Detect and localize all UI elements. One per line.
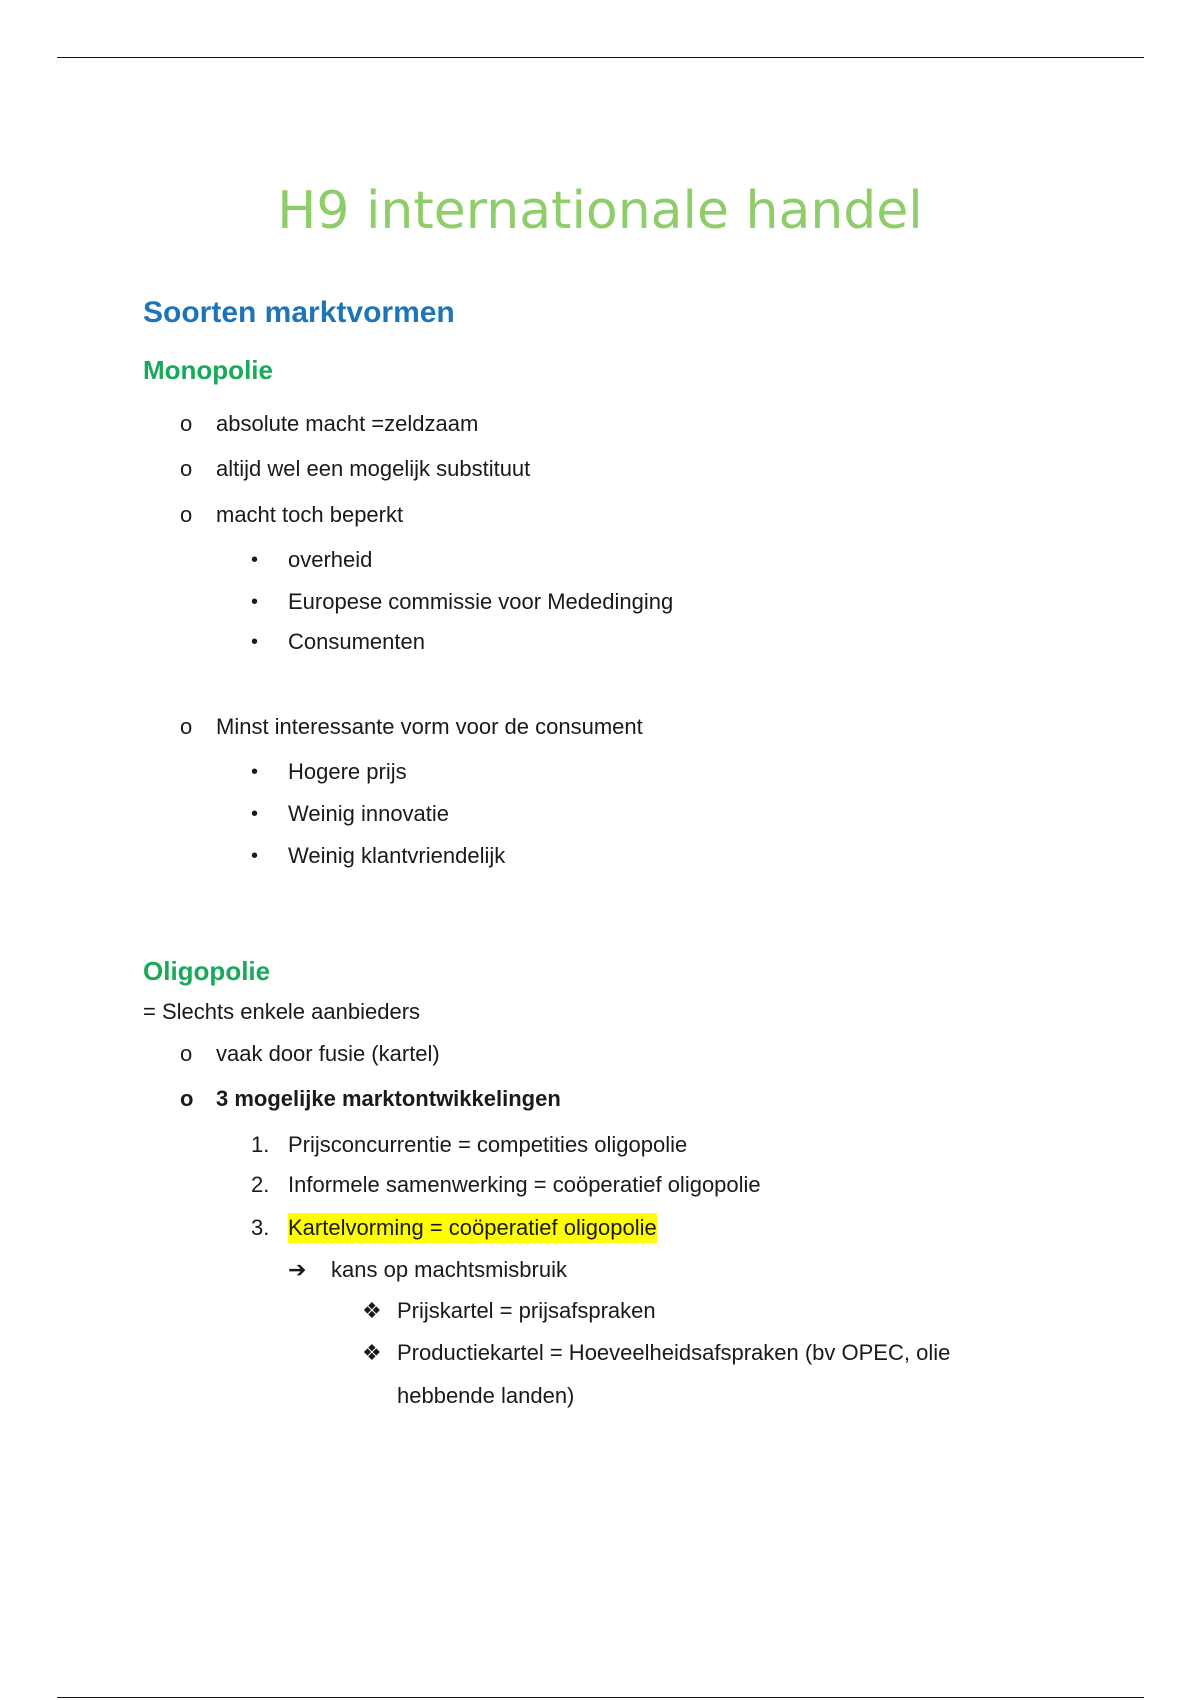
heading-monopolie: Monopolie [143,355,273,385]
circle-marker: o [180,714,193,739]
circle-marker: o [180,456,193,481]
list-item: Productiekartel = Hoeveelheidsafspraken (bv OPEC, olie [397,1340,951,1365]
list-item: absolute macht =zeldzaam [216,411,479,436]
list-item: Hogere prijs [288,759,407,784]
header-rule [57,57,1144,58]
circle-marker: o [180,1086,194,1111]
number-marker: 1. [251,1132,270,1157]
document-title: H9 internationale handel [277,181,923,241]
number-marker: 3. [251,1215,270,1240]
bullet-marker: • [251,761,259,783]
list-item: 3 mogelijke marktontwikkelingen [216,1086,561,1111]
arrow-icon: ➔ [288,1257,307,1282]
list-item: vaak door fusie (kartel) [216,1041,440,1066]
numbered-item-highlighted: Kartelvorming = coöperatief oligopolie [288,1213,657,1243]
list-item: Consumenten [288,629,425,654]
list-item-continuation: hebbende landen) [397,1383,575,1408]
list-item: macht toch beperkt [216,502,404,527]
heading-oligopolie: Oligopolie [143,956,271,986]
list-item: Prijskartel = prijsafspraken [397,1298,656,1323]
number-marker: 2. [251,1172,270,1197]
list-item: kans op machtsmisbruik [331,1257,567,1282]
list-item: Weinig klantvriendelijk [288,843,506,868]
bullet-marker: • [251,549,259,571]
circle-marker: o [180,502,193,527]
circle-marker: o [180,1041,193,1066]
bullet-marker: • [251,631,259,653]
bullet-marker: • [251,591,259,613]
list-item: overheid [288,547,373,572]
list-item: Weinig innovatie [288,801,450,826]
diamond-icon: ❖ [362,1340,382,1365]
footer-rule [57,1697,1144,1698]
list-item: Europese commissie voor Mededinging [288,589,674,614]
diamond-icon: ❖ [362,1298,382,1323]
circle-marker: o [180,411,193,436]
numbered-item: Informele samenwerking = coöperatief oligopolie [288,1172,761,1197]
bullet-marker: • [251,803,259,825]
numbered-item: Prijsconcurrentie = competities oligopolie [288,1132,688,1157]
list-item: altijd wel een mogelijk substituut [216,456,531,481]
oligopolie-definition: = Slechts enkele aanbieders [143,999,421,1024]
bullet-marker: • [251,845,259,867]
list-item: Minst interessante vorm voor de consument [216,714,643,739]
heading-soorten-marktvormen: Soorten marktvormen [143,296,455,329]
